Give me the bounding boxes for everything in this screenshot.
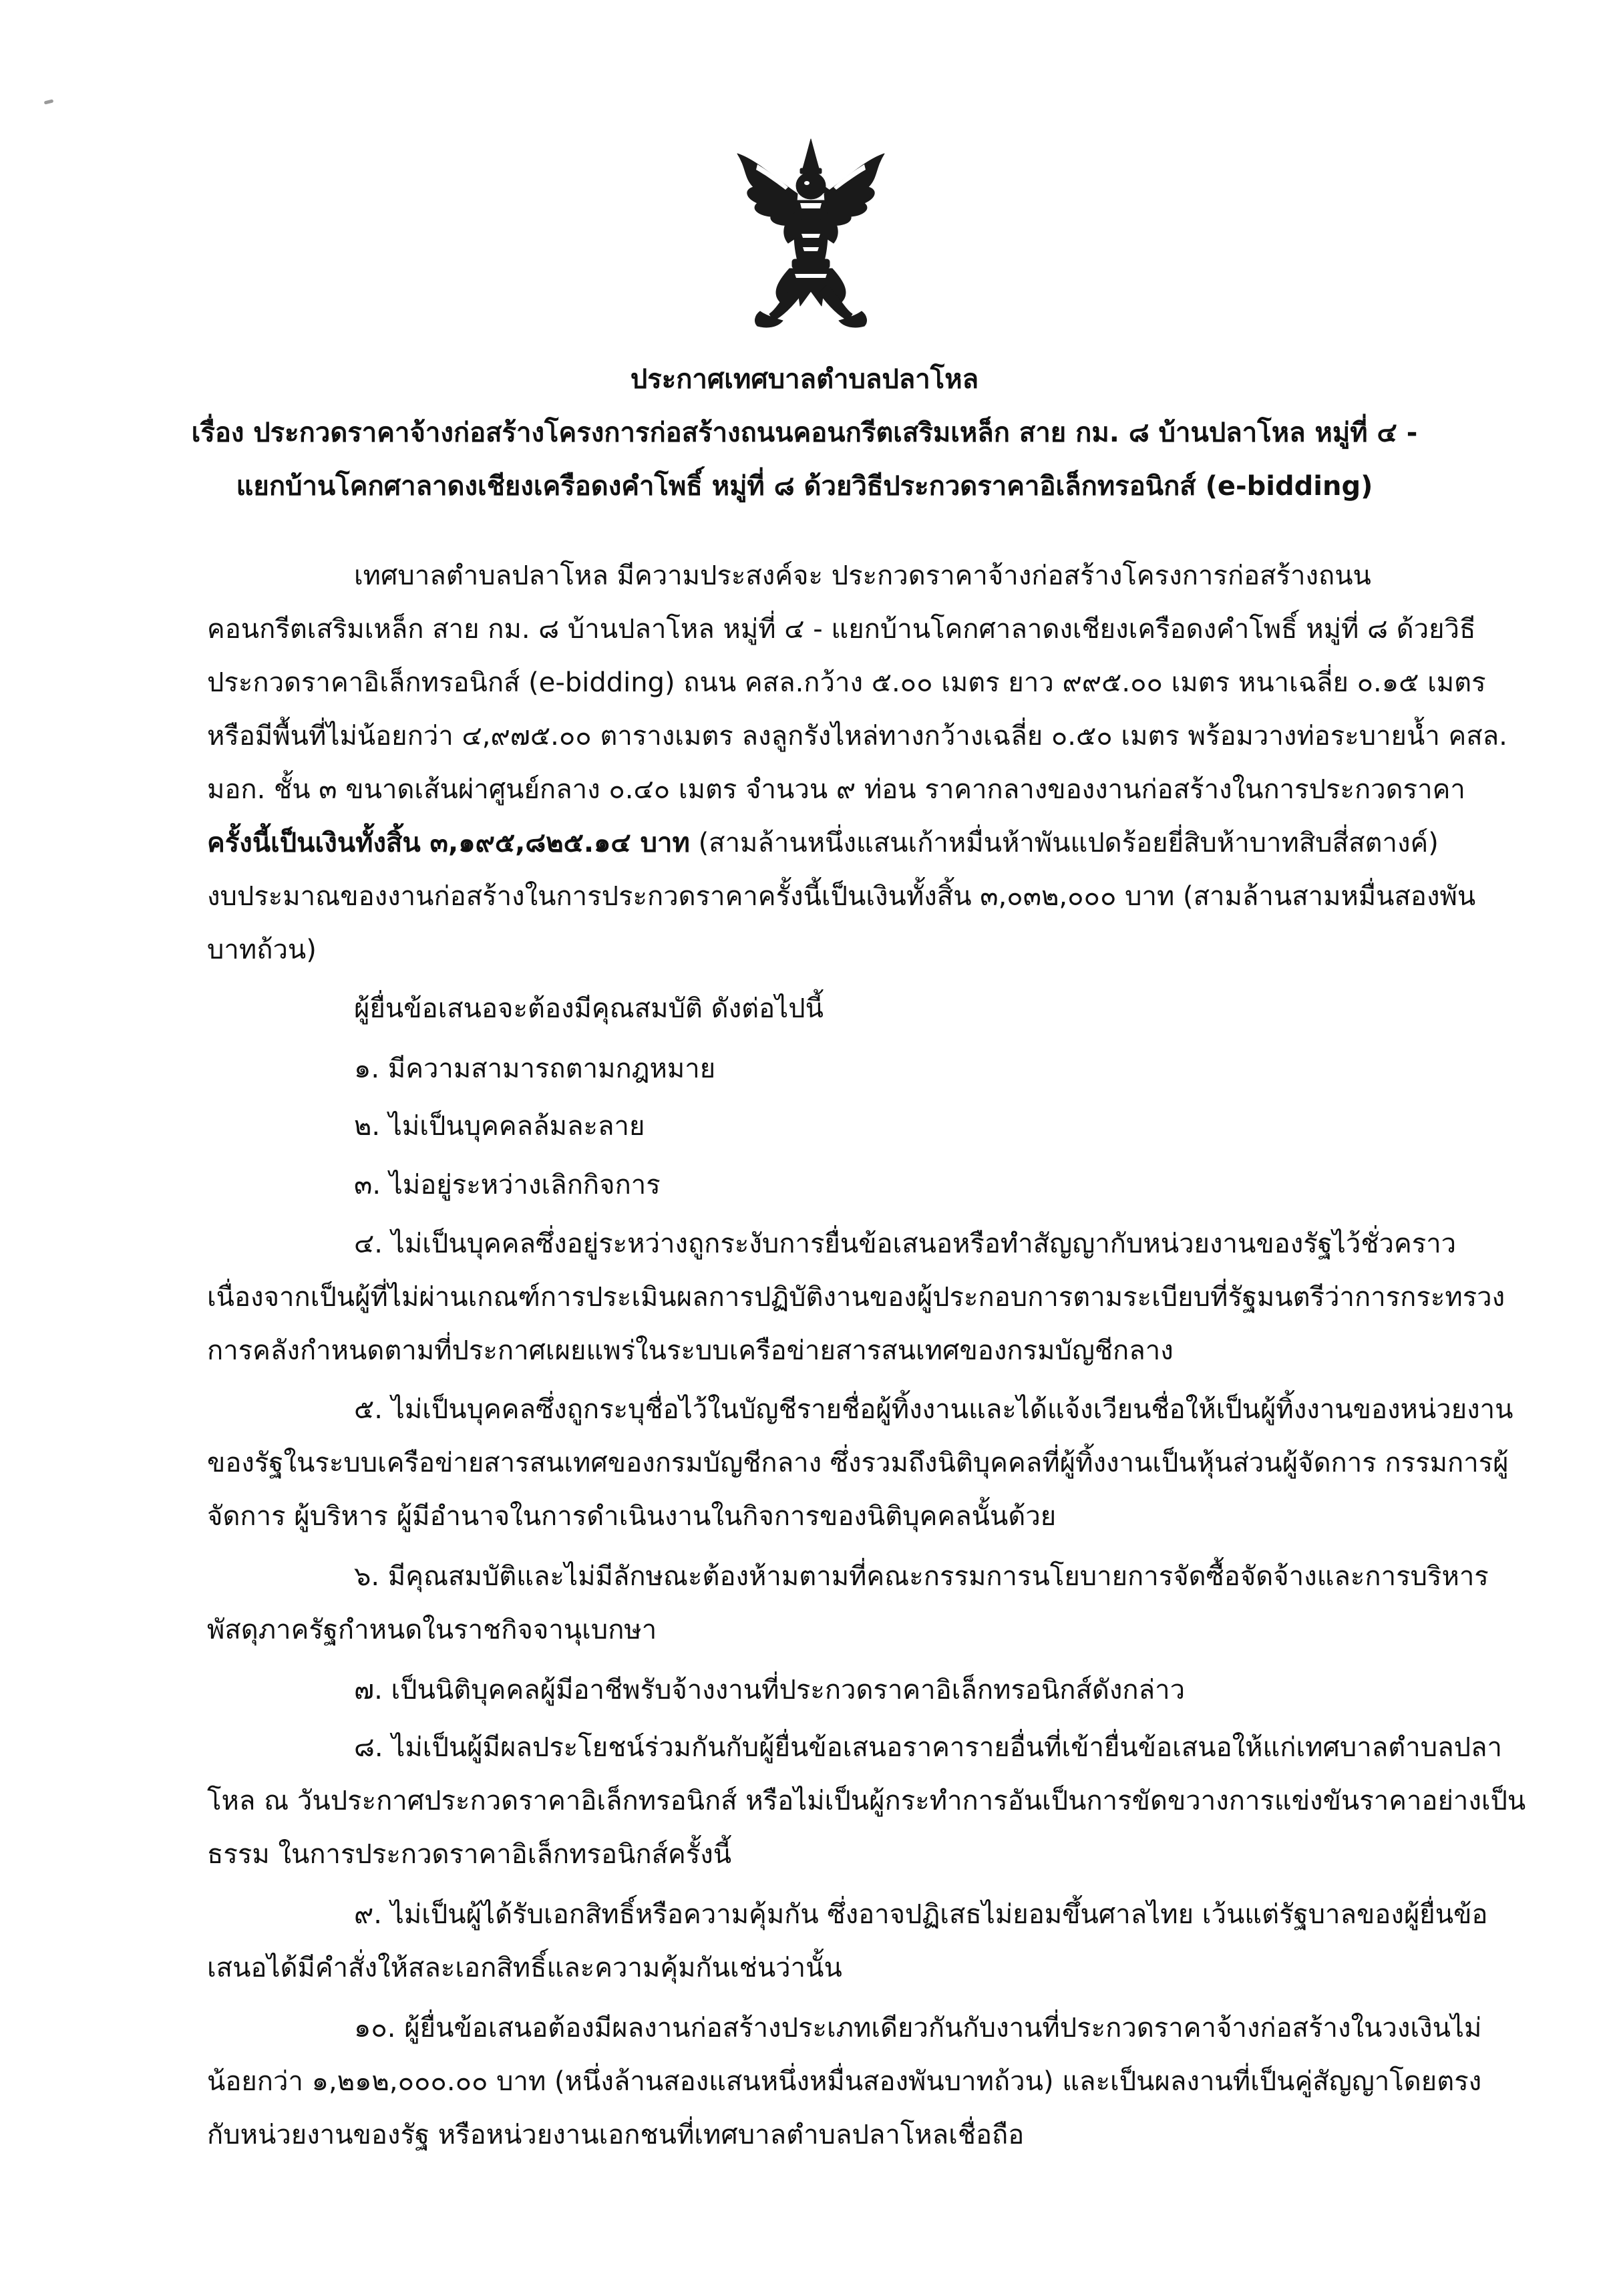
qualification-item: ๙. ไม่เป็นผู้ได้รับเอกสิทธิ์หรือความคุ้มกัน ซึ่งอาจปฏิเสธไม่ยอมขึ้นศาลไทย เว้นแต่รัฐบาลของผู้ยื่นข้อ [354,1899,1488,1930]
qualification-item: ๒. ไม่เป็นบุคคลล้มละลาย [354,1111,645,1142]
garuda-emblem-icon [731,134,891,334]
intro-line: เทศบาลตำบลปลาโหล มีความประสงค์จะ ประกวดราคาจ้างก่อสร้างโครงการก่อสร้างถนน [354,560,1371,591]
qualifications-heading: ผู้ยื่นข้อเสนอจะต้องมีคุณสมบัติ ดังต่อไปนี้ [354,993,824,1024]
qualification-item: เสนอได้มีคำสั่งให้สละเอกสิทธิ์และความคุ้มกันเช่นว่านั้น [207,1953,842,1983]
qualification-item: ๔. ไม่เป็นบุคคลซึ่งอยู่ระหว่างถูกระงับการยื่นข้อเสนอหรือทำสัญญากับหน่วยงานของรัฐไว้ชั่วคราว [354,1228,1457,1259]
subject-line-2: แยกบ้านโคกศาลาดงเชียงเครือดงคำโพธิ์ หมู่ที่ ๘ ด้วยวิธีประกวดราคาอิเล็กทรอนิกส์ (e-bidding) [236,471,1373,502]
qualification-item: ๘. ไม่เป็นผู้มีผลประโยชน์ร่วมกันกับผู้ยื่นข้อเสนอราคารายอื่นที่เข้ายื่นข้อเสนอให้แก่เทศบาลตำบลปลา [354,1732,1502,1763]
median-price-words: (สามล้านหนึ่งแสนเก้าหมื่นห้าพันแปดร้อยยี่สิบห้าบาทสิบสี่สตางค์) [689,828,1439,858]
qualification-item: ๕. ไม่เป็นบุคคลซึ่งถูกระบุชื่อไว้ในบัญชีรายชื่อผู้ทิ้งงานและได้แจ้งเวียนชื่อให้เป็นผู้ทิ้งงานของหน่วยงาน [354,1394,1513,1425]
document-issuer: ประกาศเทศบาลตำบลปลาโหล [630,364,979,395]
qualification-item: การคลังกำหนดตามที่ประกาศเผยแพร่ในระบบเครือข่ายสารสนเทศของกรมบัญชีกลาง [207,1335,1174,1366]
intro-line: มอก. ชั้น ๓ ขนาดเส้นผ่าศูนย์กลาง ๐.๔๐ เมตร จำนวน ๙ ท่อน ราคากลางของงานก่อสร้างในการประกวดราคา [207,774,1465,805]
qualification-item: ๑. มีความสามารถตามกฎหมาย [354,1053,716,1084]
qualification-item: ๖. มีคุณสมบัติและไม่มีลักษณะต้องห้ามตามที่คณะกรรมการนโยบายการจัดซื้อจัดจ้างและการบริหาร [354,1561,1489,1592]
median-price-text: ครั้งนี้เป็นเงินทั้งสิ้น ๓,๑๙๕,๘๒๕.๑๔ บาท [207,828,690,858]
scan-speck [44,99,54,104]
intro-line: หรือมีพื้นที่ไม่น้อยกว่า ๔,๙๗๕.๐๐ ตารางเมตร ลงลูกรังไหล่ทางกว้างเฉลี่ย ๐.๕๐ เมตร พร้อมวางท่อระบายน้ำ คสล. [207,721,1507,752]
qualification-item: พัสดุภาครัฐกำหนดในราชกิจจานุเบกษา [207,1615,657,1645]
qualification-item: ของรัฐในระบบเครือข่ายสารสนเทศของกรมบัญชีกลาง ซึ่งรวมถึงนิติบุคคลที่ผู้ทิ้งงานเป็นหุ้นส่วนผู้จัดการ กรรมการผู้ [207,1448,1509,1478]
qualification-item: โหล ณ วันประกาศประกวดราคาอิเล็กทรอนิกส์ หรือไม่เป็นผู้กระทำการอันเป็นการขัดขวางการแข่งขันราคาอย่างเป็น [207,1786,1526,1816]
intro-line: คอนกรีตเสริมเหล็ก สาย กม. ๘ บ้านปลาโหล หมู่ที่ ๔ - แยกบ้านโคกศาลาดงเชียงเครือดงคำโพธิ์ หมู่ที่ ๘ ด้วยวิธี [207,614,1476,645]
qualification-item: ๓. ไม่อยู่ระหว่างเลิกกิจการ [354,1170,661,1200]
intro-line: งบประมาณของงานก่อสร้างในการประกวดราคาครั้งนี้เป็นเงินทั้งสิ้น ๓,๐๓๒,๐๐๐ บาท (สามล้านสามหมื่นสองพัน [207,881,1476,912]
qualification-item: กับหน่วยงานของรัฐ หรือหน่วยงานเอกชนที่เทศบาลตำบลปลาโหลเชื่อถือ [207,2120,1025,2150]
subject-line-1: เรื่อง ประกวดราคาจ้างก่อสร้างโครงการก่อสร้างถนนคอนกรีตเสริมเหล็ก สาย กม. ๘ บ้านปลาโหล หมู่ที่ ๔ - [191,418,1418,448]
qualification-item: ธรรม ในการประกวดราคาอิเล็กทรอนิกส์ครั้งนี้ [207,1839,732,1870]
qualification-item: ๑๐. ผู้ยื่นข้อเสนอต้องมีผลงานก่อสร้างประเภทเดียวกันกับงานที่ประกวดราคาจ้างก่อสร้างในวงเงินไม่ [354,2013,1482,2043]
qualification-item: ๗. เป็นนิติบุคคลผู้มีอาชีพรับจ้างงานที่ประกวดราคาอิเล็กทรอนิกส์ดังกล่าว [354,1675,1186,1705]
qualification-item: เนื่องจากเป็นผู้ที่ไม่ผ่านเกณฑ์การประเมินผลการปฏิบัติงานของผู้ประกอบการตามระเบียบที่รัฐมนตรีว่าการกระทรวง [207,1282,1505,1313]
qualification-item: น้อยกว่า ๑,๒๑๒,๐๐๐.๐๐ บาท (หนึ่งล้านสองแสนหนึ่งหมื่นสองพันบาทถ้วน) และเป็นผลงานที่เป็นคู่สัญญาโดยตรง [207,2066,1482,2097]
intro-line [207,823,1439,863]
intro-line: บาทถ้วน) [207,935,317,965]
intro-line: ประกวดราคาอิเล็กทรอนิกส์ (e-bidding) ถนน คสล.กว้าง ๕.๐๐ เมตร ยาว ๙๙๕.๐๐ เมตร หนาเฉลี่ย ๐.๑๕ เมตร [207,667,1486,698]
qualification-item: จัดการ ผู้บริหาร ผู้มีอำนาจในการดำเนินงานในกิจการของนิติบุคคลนั้นด้วย [207,1501,1057,1532]
